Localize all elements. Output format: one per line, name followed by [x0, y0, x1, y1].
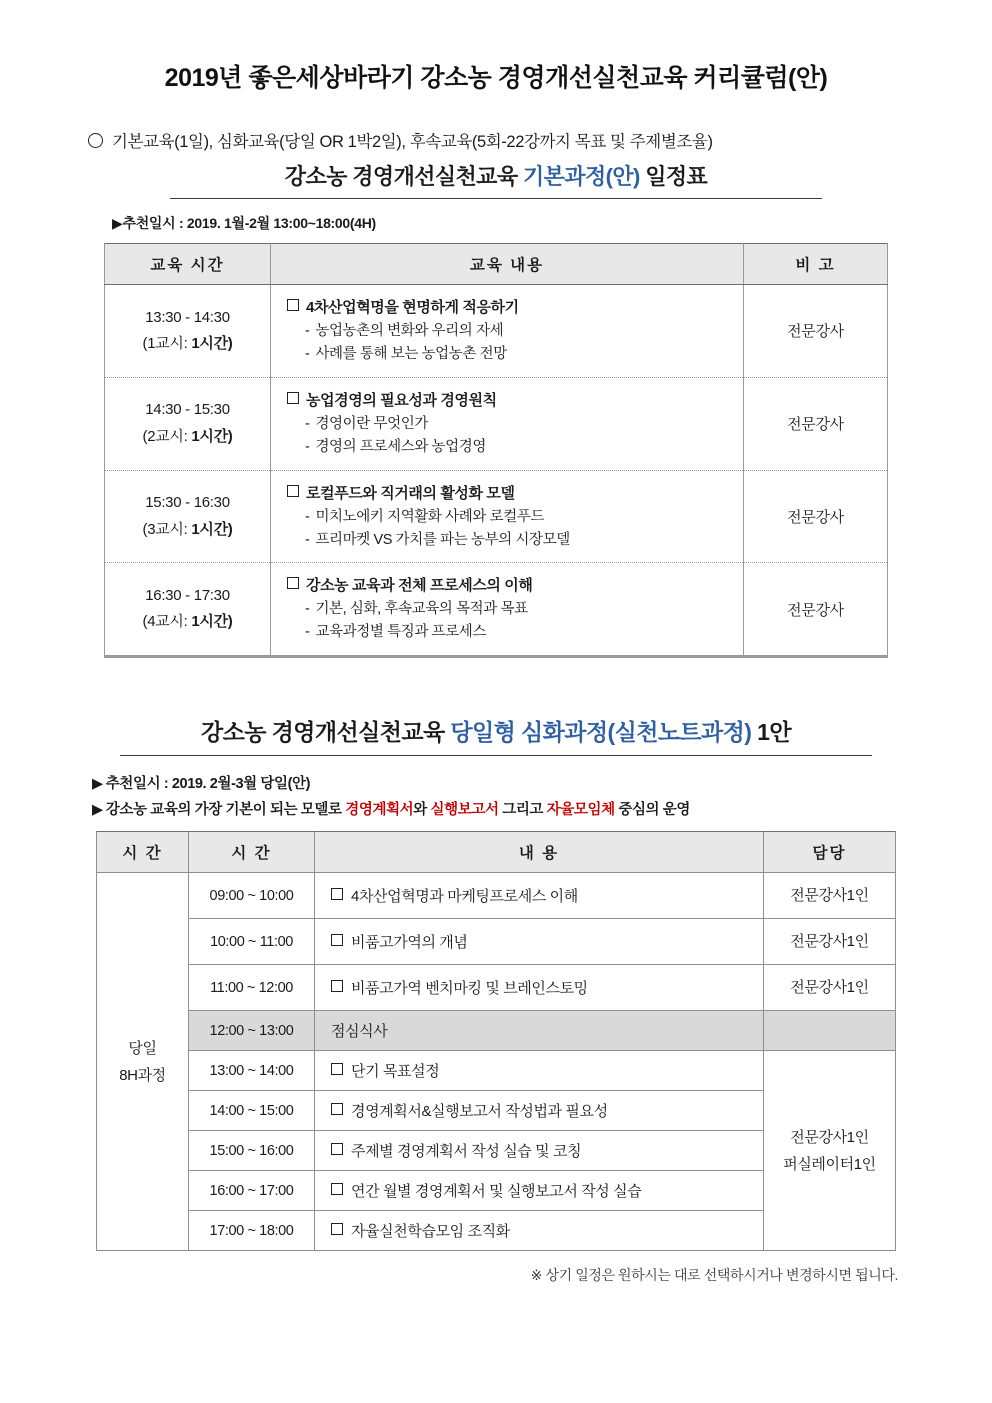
highlight-2: 실행보고서 — [430, 802, 499, 819]
checkbox-icon — [331, 1063, 343, 1075]
checkbox-icon — [287, 392, 299, 404]
cell-content: 4차산업혁명과 마케팅프로세스 이해 — [315, 873, 764, 919]
highlight-1: 경영계획서 — [345, 802, 414, 819]
cell-time: 13:00 ~ 14:00 — [189, 1051, 315, 1091]
section1-heading-accent: 기본과정(안) — [523, 164, 640, 189]
content-sub: - 프리마켓 VS 가치를 파는 농부의 시장모델 — [305, 531, 570, 548]
table-header-row — [105, 244, 888, 285]
cell-content: 연간 월별 경영계획서 및 실행보고서 작성 실습 — [315, 1171, 764, 1211]
basic-course-table — [104, 243, 888, 658]
cell-time: 09:00 ~ 10:00 — [189, 873, 315, 919]
time-sub-pre: (1교시: — [142, 334, 192, 352]
cell-time — [105, 470, 271, 563]
cell-content — [271, 377, 744, 470]
table-row — [97, 1051, 896, 1091]
checkbox-icon — [331, 934, 343, 946]
cell-worker: 전문강사1인 — [764, 873, 896, 919]
col-header-day: 시 간 — [97, 832, 189, 873]
content-sub: - 미치노에키 지역활화 사례와 로컬푸드 — [305, 508, 545, 525]
content-sub: - 경영이란 무엇인가 — [305, 415, 428, 432]
checkbox-icon — [331, 1223, 343, 1235]
cell-content: 자율실천학습모임 조직화 — [315, 1211, 764, 1251]
cell-time: 14:00 ~ 15:00 — [189, 1091, 315, 1131]
triangle-bullet-icon: ▶ — [92, 776, 103, 793]
cell-content: 경영계획서&실행보고서 작성법과 필요성 — [315, 1091, 764, 1131]
cell-worker: 전문강사1인 — [764, 919, 896, 965]
col-header-time: 교육 시간 — [105, 244, 271, 285]
checkbox-icon — [287, 485, 299, 497]
col-header-time: 시 간 — [189, 832, 315, 873]
table-row — [105, 377, 888, 470]
content-title: 농업경영의 필요성과 경영원칙 — [287, 389, 735, 410]
cell-content: 주제별 경영계획서 작성 실습 및 코칭 — [315, 1131, 764, 1171]
time-sub-bold: 1시간) — [191, 520, 233, 538]
cell-time: 15:00 ~ 16:00 — [189, 1131, 315, 1171]
table-row — [97, 873, 896, 919]
table-row-lunch — [97, 1011, 896, 1051]
cell-note: 전문강사 — [744, 377, 888, 470]
cell-content — [271, 470, 744, 563]
cell-content: 비품고가역의 개념 — [315, 919, 764, 965]
intro-bullet-text: 기본교육(1일), 심화교육(당일 OR 1박2일), 후속교육(5회-22강까지 목표 및 주제별조율) — [112, 133, 713, 151]
col-header-note: 비 고 — [744, 244, 888, 285]
content-title: 4차산업혁명을 현명하게 적응하기 — [287, 296, 735, 317]
intensive-course-table — [96, 831, 896, 1251]
content-title: 로컬푸드와 직거래의 활성화 모델 — [287, 482, 735, 503]
cell-worker — [764, 1011, 896, 1051]
table-row — [97, 965, 896, 1011]
cell-content — [271, 563, 744, 657]
time-sub-pre: (3교시: — [142, 520, 192, 538]
table-row — [105, 285, 888, 378]
col-header-worker: 담당 — [764, 832, 896, 873]
content-sub: - 사례를 통해 보는 농업농촌 전망 — [305, 345, 507, 362]
cell-time: 11:00 ~ 12:00 — [189, 965, 315, 1011]
table-row — [105, 470, 888, 563]
section1-subnote: ▶추천일시 : 2019. 1월-2월 13:00~18:00(4H) — [112, 215, 376, 231]
section1-heading-pre: 강소농 경영개선실천교육 — [284, 164, 523, 189]
cell-worker-merged: 전문강사1인 퍼실레이터1인 — [764, 1051, 896, 1251]
time-sub-bold: 1시간) — [191, 334, 233, 352]
content-sub: - 기본, 심화, 후속교육의 목적과 목표 — [305, 601, 528, 618]
section1-divider — [170, 198, 822, 199]
time-sub-bold: 1시간) — [191, 613, 233, 631]
checkbox-icon — [331, 1183, 343, 1195]
cell-note: 전문강사 — [744, 563, 888, 657]
content-sub: - 농업농촌의 변화와 우리의 자세 — [305, 323, 504, 339]
cell-content: 비품고가역 벤치마킹 및 브레인스토밍 — [315, 965, 764, 1011]
time-sub-pre: (2교시: — [142, 427, 192, 445]
section2-note1: ▶ 추천일시 : 2019. 2월-3월 당일(안) — [92, 776, 311, 793]
cell-day-label: 당일 8H과정 — [97, 873, 189, 1251]
section2-heading-accent: 당일형 심화과정(실천노트과정) — [450, 719, 752, 746]
section2-heading-pre: 강소농 경영개선실천교육 — [201, 719, 451, 746]
cell-time — [105, 563, 271, 657]
col-header-content: 내 용 — [315, 832, 764, 873]
cell-time — [105, 285, 271, 378]
time-main: 14:30 - 15:30 — [145, 401, 230, 419]
checkbox-icon — [287, 577, 299, 589]
cell-note: 전문강사 — [744, 470, 888, 563]
section1-heading-post: 일정표 — [639, 164, 708, 189]
highlight-3: 자율모임체 — [546, 802, 615, 819]
table-row — [105, 563, 888, 657]
cell-content: 점심식사 — [315, 1011, 764, 1051]
footnote: ※ 상기 일정은 원하시는 대로 선택하시거나 변경하시면 됩니다. — [530, 1267, 898, 1284]
cell-time: 12:00 ~ 13:00 — [189, 1011, 315, 1051]
intro-bullet — [88, 128, 932, 152]
time-main: 15:30 - 16:30 — [145, 494, 230, 512]
table-row — [97, 919, 896, 965]
col-header-content: 교육 내용 — [271, 244, 744, 285]
page-title: 2019년 좋은세상바라기 강소농 경영개선실천교육 커리큘럼(안) — [164, 64, 828, 92]
content-sub: - 경영의 프로세스와 농업경영 — [305, 438, 486, 455]
cell-time — [105, 377, 271, 470]
cell-content: 단기 목표설정 — [315, 1051, 764, 1091]
triangle-bullet-icon: ▶ — [92, 802, 103, 819]
section2-heading — [60, 714, 932, 753]
content-sub: - 교육과정별 특징과 프로세스 — [305, 624, 486, 641]
time-main: 13:30 - 14:30 — [145, 308, 230, 326]
time-sub-pre: (4교시: — [142, 613, 192, 631]
cell-note: 전문강사 — [744, 285, 888, 378]
cell-time: 17:00 ~ 18:00 — [189, 1211, 315, 1251]
cell-content — [271, 285, 744, 378]
time-main: 16:30 - 17:30 — [145, 587, 230, 605]
time-sub-bold: 1시간) — [191, 427, 233, 445]
checkbox-icon — [331, 888, 343, 900]
cell-worker: 전문강사1인 — [764, 965, 896, 1011]
cell-time: 16:00 ~ 17:00 — [189, 1171, 315, 1211]
checkbox-icon — [331, 980, 343, 992]
section2-note2: ▶ 강소농 교육의 가장 기본이 되는 모델로 경영계획서와 실행보고서 그리고 자율모임체 중심의 운영 — [92, 802, 691, 819]
checkbox-icon — [331, 1143, 343, 1155]
cell-time: 10:00 ~ 11:00 — [189, 919, 315, 965]
section1-heading — [60, 160, 932, 196]
checkbox-icon — [287, 299, 299, 311]
checkbox-icon — [331, 1103, 343, 1115]
table-header-row — [97, 832, 896, 873]
circle-bullet-icon — [88, 133, 103, 148]
section2-heading-post: 1안 — [751, 719, 791, 746]
section2-divider — [120, 755, 872, 756]
content-title: 강소농 교육과 전체 프로세스의 이해 — [287, 574, 735, 595]
